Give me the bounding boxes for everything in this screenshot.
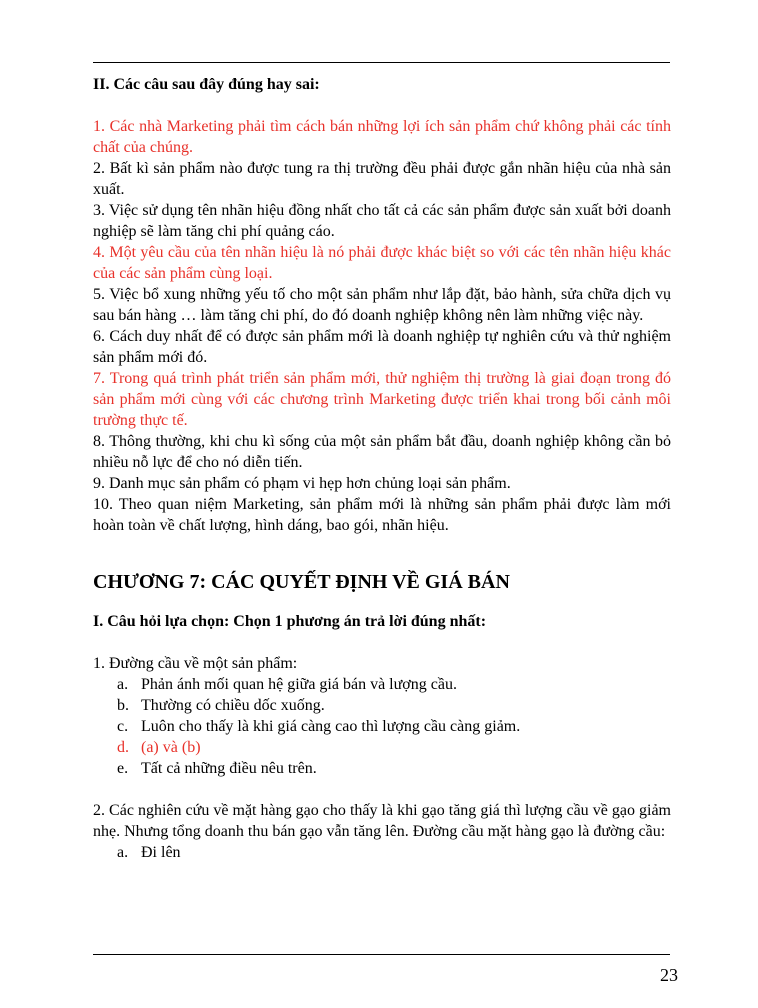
- question-2-stem: 2. Các nghiên cứu về mặt hàng gạo cho thấy là khi gạo tăng giá thì lượng cầu về gạo giảm nhẹ. Nhưng tổng doanh thu bán gạo vẫn tăng lên. Đường cầu mặt hàng gạo là đường cầu:: [93, 802, 671, 840]
- section-heading-multiple-choice: I. Câu hỏi lựa chọn: Chọn 1 phương án trả lời đúng nhất:: [93, 613, 487, 630]
- top-rule: [93, 62, 670, 63]
- statement-6: 6. Cách duy nhất để có được sản phẩm mới là doanh nghiệp tự nghiên cứu và thử nghiệm sản phẩm mới đó.: [93, 328, 671, 366]
- statement-2: 2. Bất kì sản phẩm nào được tung ra thị trường đều phải được gắn nhãn hiệu của nhà sản xuất.: [93, 160, 671, 198]
- statement-8: 8. Thông thường, khi chu kì sống của một sản phẩm bắt đầu, doanh nghiệp không cần bỏ nhiều nỗ lực để cho nó diễn tiến.: [93, 433, 671, 471]
- question-1-option-c: c. Luôn cho thấy là khi giá càng cao thì lượng cầu càng giảm.: [117, 718, 521, 735]
- bottom-rule: [93, 954, 670, 955]
- section-heading-true-false: II. Các câu sau đây đúng hay sai:: [93, 76, 320, 93]
- question-1-option-d: d. (a) và (b): [117, 739, 201, 756]
- statement-4: 4. Một yêu cầu của tên nhãn hiệu là nó phải được khác biệt so với các tên nhãn hiệu khác của các sản phẩm cùng loại.: [93, 244, 671, 282]
- question-2-option-a: a. Đi lên: [117, 844, 181, 861]
- chapter-title: CHƯƠNG 7: CÁC QUYẾT ĐỊNH VỀ GIÁ BÁN: [93, 571, 510, 593]
- statement-1: 1. Các nhà Marketing phải tìm cách bán những lợi ích sản phẩm chứ không phải các tính chất của chúng.: [93, 118, 671, 156]
- statement-5: 5. Việc bổ xung những yếu tố cho một sản phẩm như lắp đặt, bảo hành, sửa chữa dịch vụ sau bán hàng … làm tăng chi phí, do đó doanh nghiệp không nên làm những việc này.: [93, 286, 671, 324]
- page-number: 23: [660, 965, 678, 985]
- question-1-option-b: b. Thường có chiều dốc xuống.: [117, 697, 325, 714]
- page-content: [93, 74, 671, 863]
- statement-3: 3. Việc sử dụng tên nhãn hiệu đồng nhất cho tất cả các sản phẩm được sản xuất bởi doanh nghiệp sẽ làm tăng chi phí quảng cáo.: [93, 202, 671, 240]
- statement-9: 9. Danh mục sản phẩm có phạm vi hẹp hơn chủng loại sản phẩm.: [93, 475, 511, 492]
- statement-7: 7. Trong quá trình phát triển sản phẩm mới, thử nghiệm thị trường là giai đoạn trong đó sản phẩm mới cùng với các chương trình Marketing được triển khai trong bối cảnh môi trường thực tế.: [93, 370, 671, 429]
- statement-10: 10. Theo quan niệm Marketing, sản phẩm mới là những sản phẩm phải được làm mới hoàn toàn về chất lượng, hình dáng, bao gói, nhãn hiệu.: [93, 496, 671, 534]
- question-1-stem: 1. Đường cầu về một sản phẩm:: [93, 655, 298, 672]
- question-1-option-e: e. Tất cả những điều nêu trên.: [117, 760, 317, 777]
- question-1-option-a: a. Phản ánh mối quan hệ giữa giá bán và lượng cầu.: [117, 676, 457, 693]
